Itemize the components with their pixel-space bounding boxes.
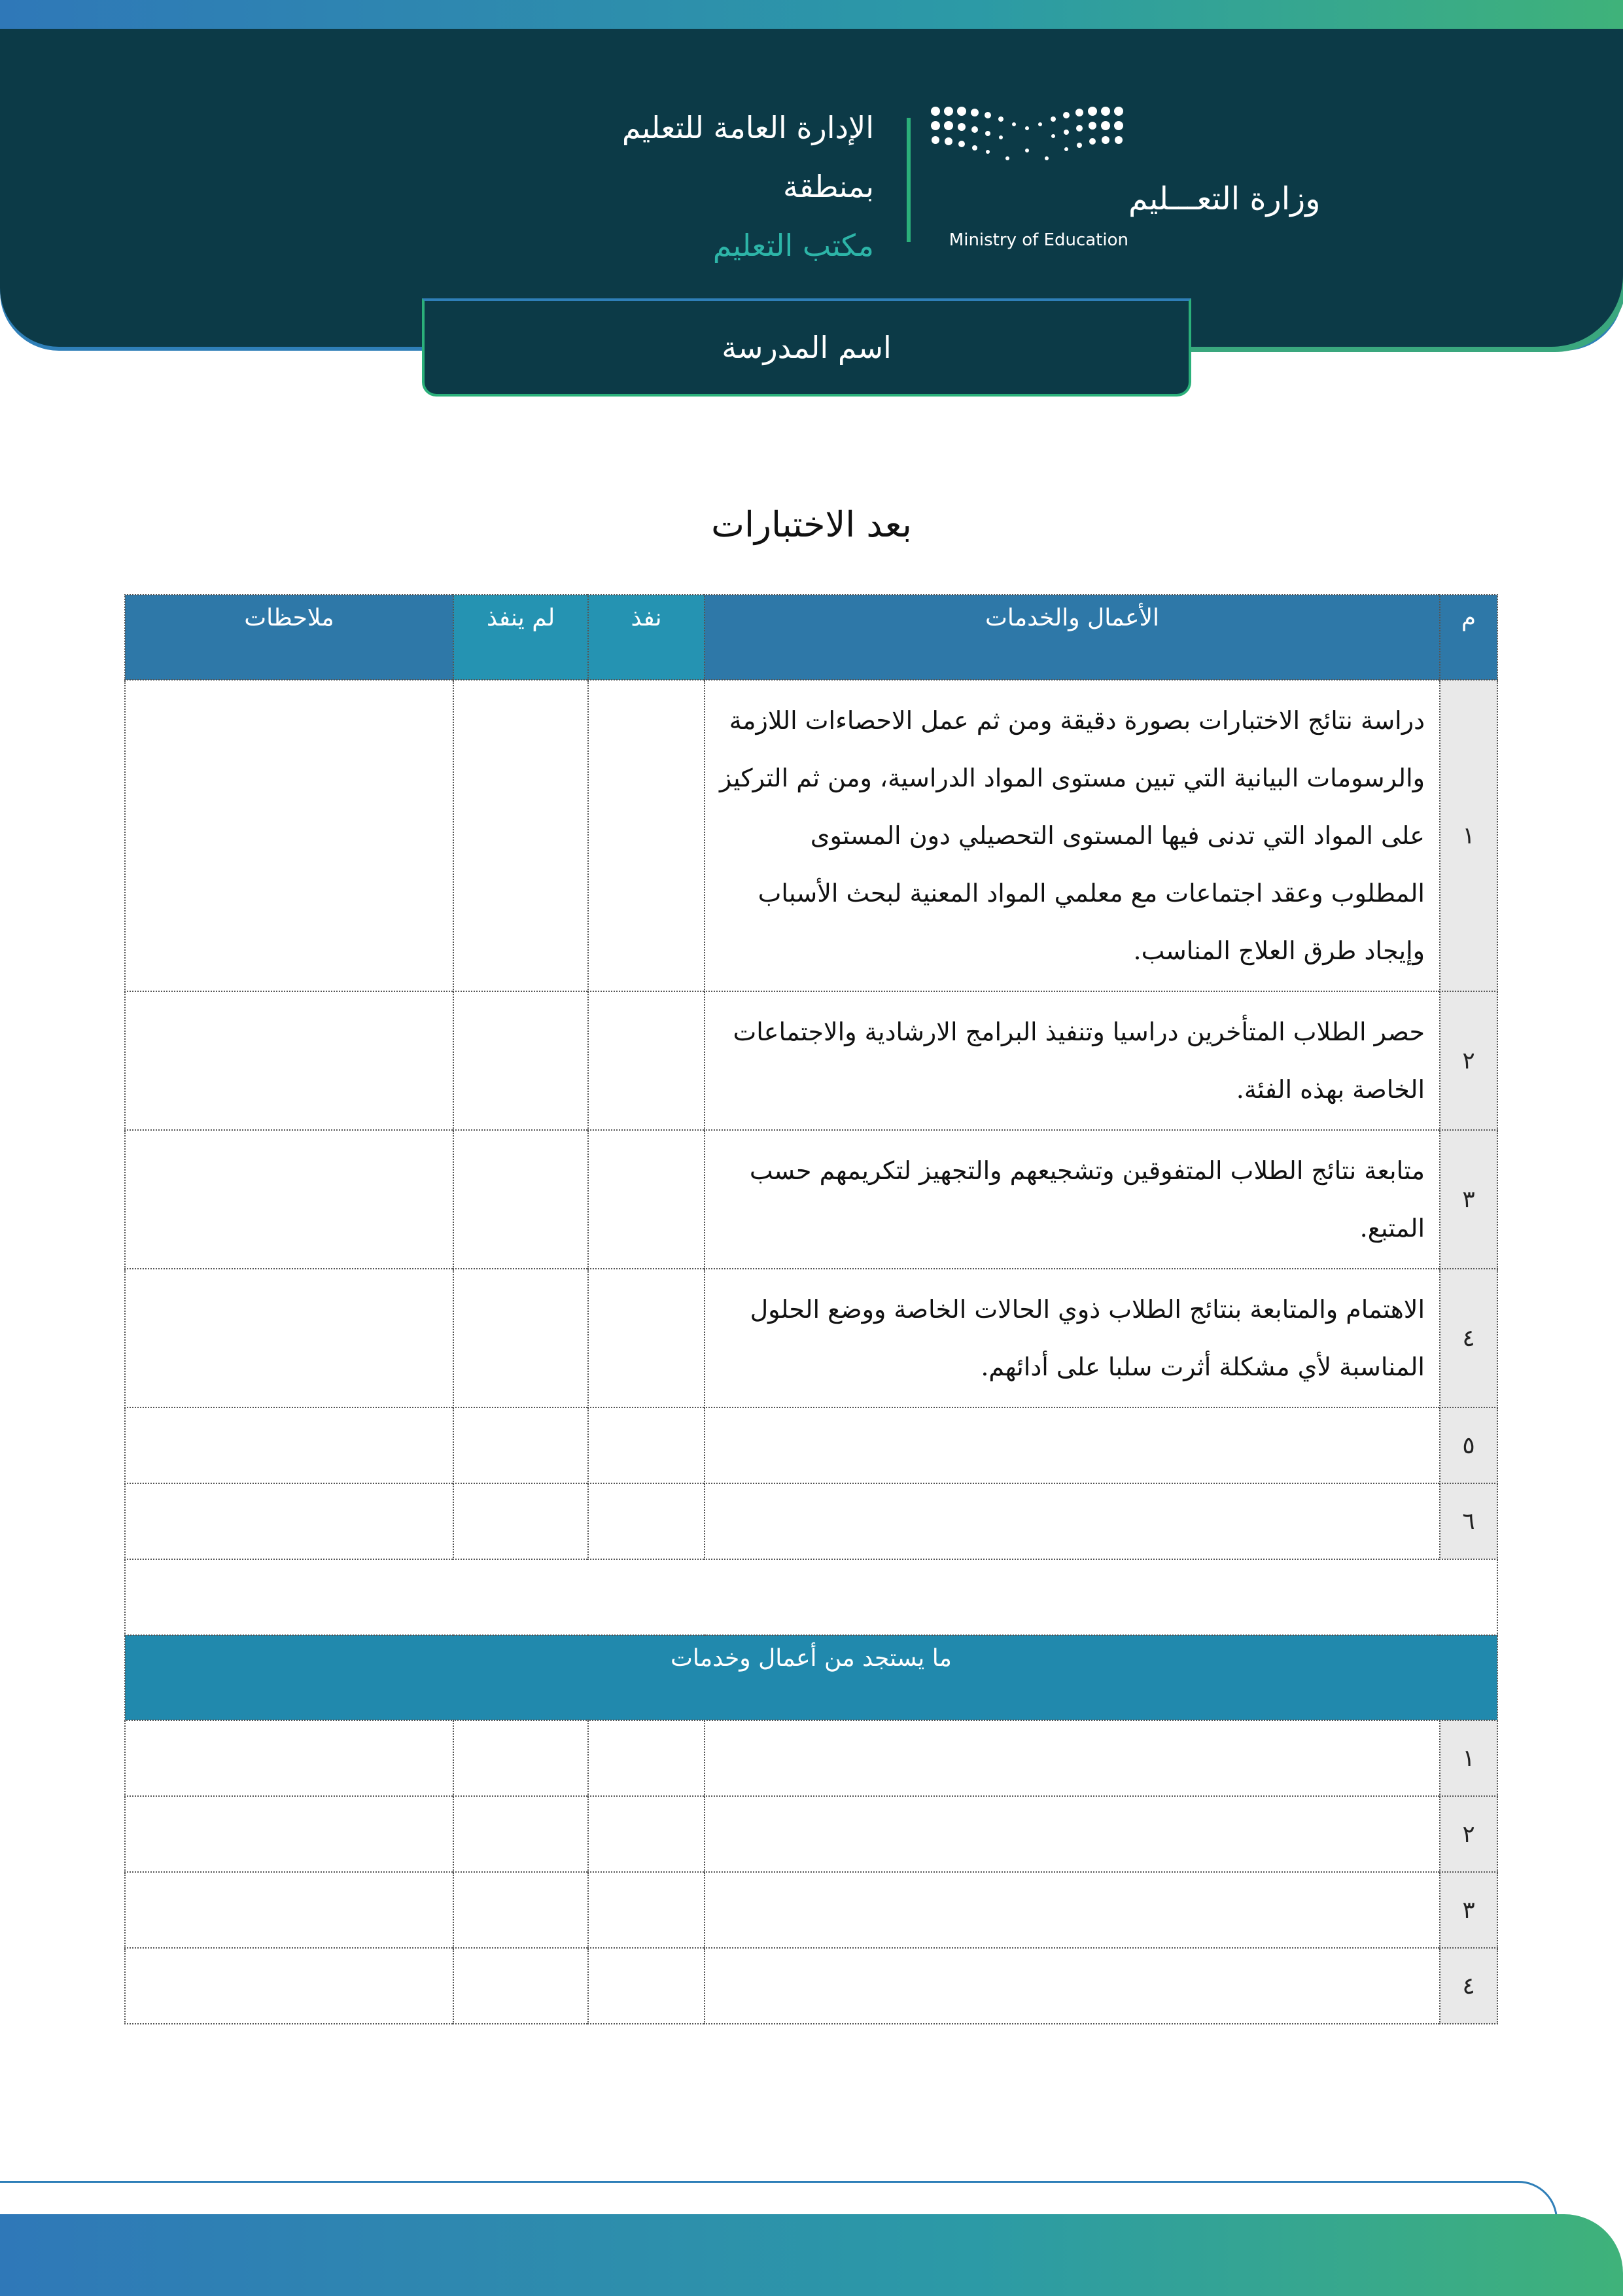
table-row: [125, 991, 1497, 1130]
organization-block: [416, 98, 874, 275]
row-number: ١: [1440, 680, 1497, 991]
done-cell[interactable]: [588, 1483, 705, 1559]
org-line-2: بمنطقة: [783, 169, 874, 204]
header-not-done: لم ينفذ: [453, 595, 588, 680]
done-cell[interactable]: [588, 991, 705, 1130]
table-header-row: [125, 595, 1497, 680]
task-cell[interactable]: [705, 1872, 1440, 1948]
row-number: ٤: [1440, 1948, 1497, 2024]
header-task: الأعمال والخدمات: [705, 595, 1440, 680]
row-number: ٢: [1440, 991, 1497, 1130]
table-row: [125, 1130, 1497, 1269]
row-task: حصر الطلاب المتأخرين دراسيا وتنفيذ البرامج الارشادية والاجتماعات الخاصة بهذه الفئة.: [705, 991, 1440, 1130]
done-cell[interactable]: [588, 1269, 705, 1407]
table-row: [125, 1269, 1497, 1407]
notes-cell[interactable]: [125, 1796, 453, 1872]
svg-text:وزارة التعـــليم: وزارة التعـــليم: [1128, 181, 1321, 217]
not-done-cell[interactable]: [453, 1483, 588, 1559]
row-number: ٣: [1440, 1872, 1497, 1948]
spacer-cell: [125, 1559, 1497, 1635]
done-cell[interactable]: [588, 1872, 705, 1948]
row-task[interactable]: [705, 1483, 1440, 1559]
row-number: ٥: [1440, 1407, 1497, 1483]
top-gradient-strip: [0, 0, 1623, 30]
notes-cell[interactable]: [125, 1130, 453, 1269]
notes-cell[interactable]: [125, 1407, 453, 1483]
row-task[interactable]: [705, 1407, 1440, 1483]
table-row: [125, 1720, 1497, 1796]
not-done-cell[interactable]: [453, 991, 588, 1130]
table-row: [125, 1483, 1497, 1559]
row-number: ٣: [1440, 1130, 1497, 1269]
row-number: ٦: [1440, 1483, 1497, 1559]
logo-dots-icon: [931, 107, 1123, 160]
done-cell[interactable]: [588, 1948, 705, 2024]
table-row: [125, 680, 1497, 991]
table-row: [125, 1948, 1497, 2024]
notes-cell[interactable]: [125, 1720, 453, 1796]
notes-cell[interactable]: [125, 1872, 453, 1948]
school-name-box: اسم المدرسة: [422, 298, 1191, 397]
section-title: ما يستجد من أعمال وخدمات: [125, 1635, 1497, 1720]
row-task: الاهتمام والمتابعة بنتائج الطلاب ذوي الحالات الخاصة ووضع الحلول المناسبة لأي مشكلة أثرت سلبا على أدائهم.: [705, 1269, 1440, 1407]
logo-divider: [907, 118, 911, 242]
svg-text:Ministry of Education: Ministry of Education: [949, 230, 1128, 250]
row-task: دراسة نتائج الاختبارات بصورة دقيقة ومن ثم عمل الاحصاءات اللازمة والرسومات البيانية التي تبين مستوى المواد الدراسية، ومن ثم التركيز على المواد التي تدنى فيها المستوى التحصيلي دون المستوى المطلوب وعقد اجتماعات مع معلمي المواد المعنية لبحث الأسباب وإيجاد طرق العلاج المناسب.: [705, 680, 1440, 991]
table-row: [125, 1872, 1497, 1948]
services-table: [124, 594, 1498, 2024]
footer-gradient-bar: [0, 2214, 1623, 2296]
done-cell[interactable]: [588, 1796, 705, 1872]
notes-cell[interactable]: [125, 680, 453, 991]
section-header-row: [125, 1635, 1497, 1720]
table-row: [125, 1407, 1497, 1483]
header-done: نفذ: [588, 595, 705, 680]
row-number: ٤: [1440, 1269, 1497, 1407]
row-number: ٢: [1440, 1796, 1497, 1872]
org-line-3: مكتب التعليم: [712, 228, 874, 263]
done-cell[interactable]: [588, 1130, 705, 1269]
done-cell[interactable]: [588, 680, 705, 991]
not-done-cell[interactable]: [453, 1948, 588, 2024]
notes-cell[interactable]: [125, 1483, 453, 1559]
task-cell[interactable]: [705, 1796, 1440, 1872]
not-done-cell[interactable]: [453, 1796, 588, 1872]
done-cell[interactable]: [588, 1407, 705, 1483]
not-done-cell[interactable]: [453, 1130, 588, 1269]
notes-cell[interactable]: [125, 1269, 453, 1407]
header-num: م: [1440, 595, 1497, 680]
org-line-1: الإدارة العامة للتعليم: [621, 110, 874, 145]
row-task: متابعة نتائج الطلاب المتفوقين وتشجيعهم والتجهيز لتكريمهم حسب المتبع.: [705, 1130, 1440, 1269]
row-number: ١: [1440, 1720, 1497, 1796]
not-done-cell[interactable]: [453, 1269, 588, 1407]
page-title: بعد الاختبارات: [711, 504, 912, 545]
table-row: [125, 1796, 1497, 1872]
task-cell[interactable]: [705, 1948, 1440, 2024]
task-cell[interactable]: [705, 1720, 1440, 1796]
done-cell[interactable]: [588, 1720, 705, 1796]
notes-cell[interactable]: [125, 991, 453, 1130]
notes-cell[interactable]: [125, 1948, 453, 2024]
not-done-cell[interactable]: [453, 680, 588, 991]
spacer-row: [125, 1559, 1497, 1635]
not-done-cell[interactable]: [453, 1872, 588, 1948]
not-done-cell[interactable]: [453, 1720, 588, 1796]
header-notes: ملاحظات: [125, 595, 453, 680]
not-done-cell[interactable]: [453, 1407, 588, 1483]
ministry-logo: [929, 98, 1321, 262]
